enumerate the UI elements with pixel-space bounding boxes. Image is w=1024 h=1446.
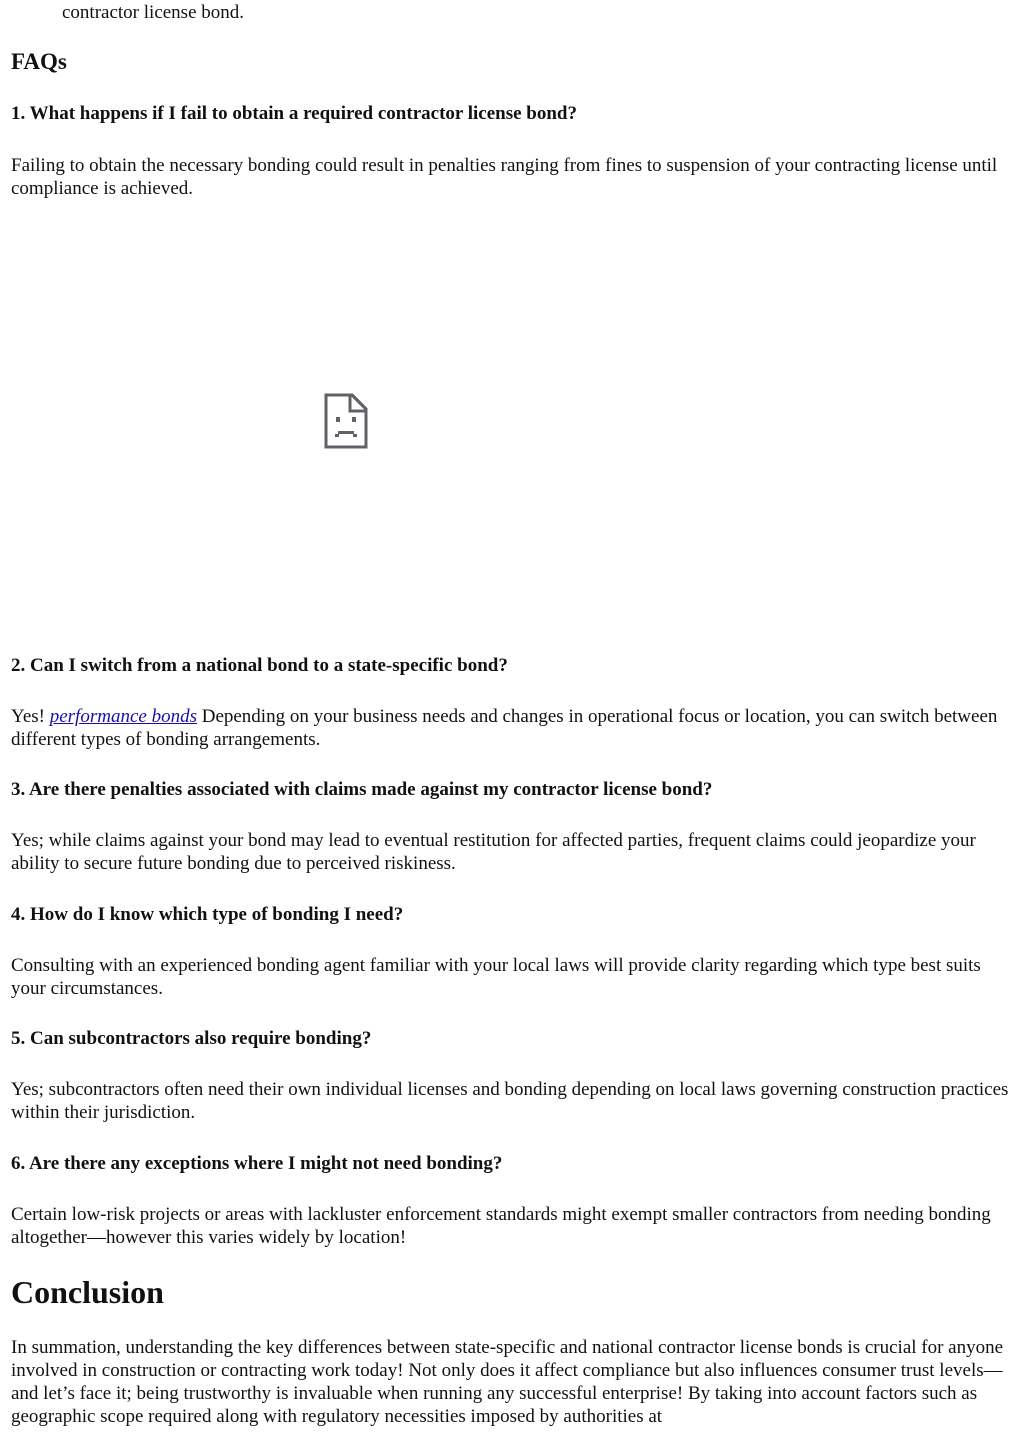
faq-answer-4: Consulting with an experienced bonding agent familiar with your local laws will provide clarity regarding which type best suits your circumstances. — [11, 955, 981, 999]
conclusion-paragraph: In summation, understanding the key differences between state-specific and national contractor license bonds is crucial for anyone involved in construction or contracting work today! Not only does it affect compliance but also influences consumer trust levels—and let’s face it; being trustworthy is invaluable when running any successful enterprise! By taking into account factors such as geographic scope required along with regulatory necessities imposed by authorities at — [11, 1337, 1004, 1427]
faq-answer-5: Yes; subcontractors often need their own individual licenses and bonding depending on local laws governing construction practices within their jurisdiction. — [11, 1079, 1009, 1123]
faq-question-5: 5. Can subcontractors also require bonding? — [11, 1028, 372, 1049]
faq-answer-2-suffix: Depending on your business needs and changes in operational focus or location, you can switch between different types of bonding arrangements. — [11, 706, 998, 750]
faq-answer-2 — [11, 705, 1011, 751]
performance-bonds-link[interactable]: performance bonds — [49, 706, 197, 727]
faq-heading: FAQs — [11, 49, 67, 74]
broken-image-placeholder — [11, 222, 681, 622]
faq-question-6: 6. Are there any exceptions where I might not need bonding? — [11, 1153, 503, 1174]
faq-answer-3: Yes; while claims against your bond may lead to eventual restitution for affected parties, frequent claims could jeopardize your ability to secure future bonding due to perceived riskiness. — [11, 830, 976, 874]
broken-document-icon — [324, 393, 368, 449]
faq-question-1: 1. What happens if I fail to obtain a required contractor license bond? — [11, 103, 578, 124]
faq-question-3: 3. Are there penalties associated with claims made against my contractor license bond? — [11, 779, 713, 800]
faq-answer-6: Certain low-risk projects or areas with lackluster enforcement standards might exempt smaller contractors from needing bonding altogether—however this varies widely by location! — [11, 1204, 991, 1248]
faq-answer-2-prefix: Yes! — [11, 706, 50, 727]
lead-in-text: contractor license bond. — [62, 2, 245, 23]
faq-question-2: 2. Can I switch from a national bond to a state-specific bond? — [11, 655, 508, 676]
faq-question-4: 4. How do I know which type of bonding I need? — [11, 904, 404, 925]
conclusion-heading: Conclusion — [11, 1274, 164, 1310]
faq-answer-1: Failing to obtain the necessary bonding could result in penalties ranging from fines to suspension of your contracting license until compliance is achieved. — [11, 155, 998, 199]
